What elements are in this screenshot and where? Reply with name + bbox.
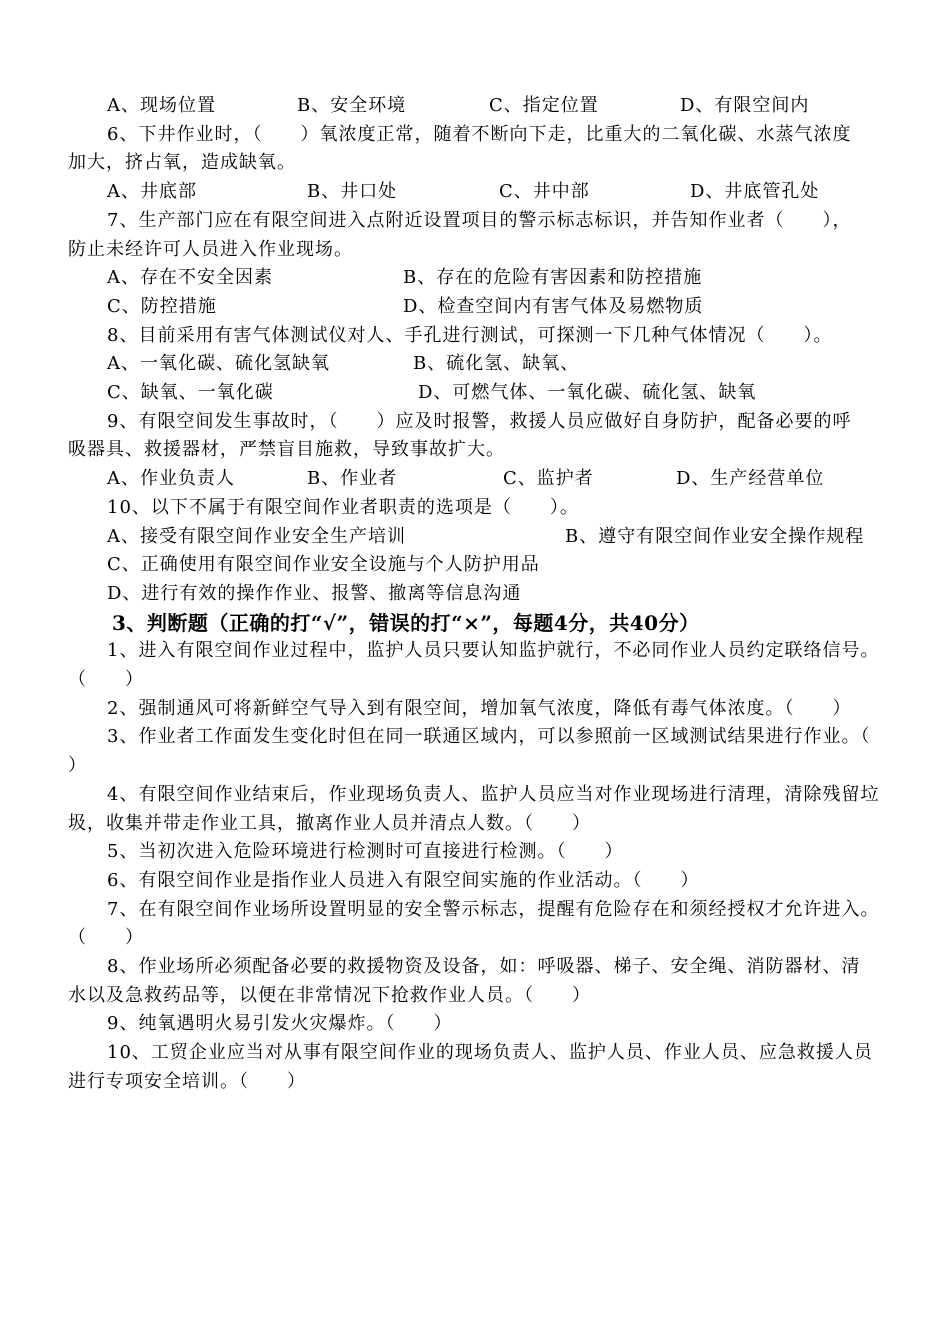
- question-text: 4、有限空间作业结束后，作业现场负责人、监护人员应当对作业现场进行清理，清除残留垃: [107, 783, 880, 805]
- answer-option: D、检查空间内有害气体及易燃物质: [403, 295, 704, 317]
- answer-option: C、正确使用有限空间作业安全设施与个人防护用品: [107, 554, 540, 576]
- answer-option: D、井底管孔处: [690, 181, 820, 203]
- question-text-continued: 进行专项安全培训。（ ）: [68, 1070, 306, 1092]
- answer-option: C、缺氧、一氧化碳: [107, 382, 274, 403]
- answer-option: B、井口处: [307, 181, 398, 203]
- answer-option: A、一氧化碳、硫化氢缺氧: [107, 353, 330, 375]
- question-text: 6、有限空间作业是指作业人员进入有限空间实施的作业活动。（ ）: [107, 869, 700, 891]
- answer-option: B、作业者: [307, 468, 398, 490]
- answer-option: D、有限空间内: [680, 95, 810, 116]
- answer-option: C、监护者: [503, 468, 594, 490]
- question-text-continued: ）: [68, 755, 87, 777]
- answer-option: C、防控措施: [107, 295, 217, 317]
- question-text-continued: 加大，挤占氧，造成缺氧。: [68, 152, 296, 174]
- answer-option: D、进行有效的操作作业、报警、撤离等信息沟通: [107, 582, 522, 604]
- question-text: 2、强制通风可将新鲜空气导入到有限空间，增加氧气浓度，降低有毒气体浓度。（ ）: [107, 697, 852, 719]
- answer-option: B、存在的危险有害因素和防控措施: [403, 267, 703, 289]
- question-text: 6、下井作业时，（ ）氧浓度正常，随着不断向下走，比重大的二氧化碳、水蒸气浓度: [107, 123, 852, 145]
- question-text: 7、在有限空间作业场所设置明显的安全警示标志，提醒有危险存在和须经授权才允许进入。: [107, 898, 880, 920]
- answer-option: B、安全环境: [297, 95, 407, 116]
- question-text: 10、工贸企业应当对从事有限空间作业的现场负责人、监护人员、作业人员、应急救援人员: [107, 1042, 873, 1064]
- section-heading: 3、判断题（正确的打“√”，错误的打“×”，每题4分，共40分）: [112, 610, 700, 635]
- answer-option: D、生产经营单位: [676, 468, 825, 490]
- question-text-continued: 吸器具、救援器材，严禁盲目施救，导致事故扩大。: [68, 439, 505, 461]
- question-text: 3、作业者工作面发生变化时但在同一联通区域内，可以参照前一区域测试结果进行作业。（: [107, 726, 871, 748]
- question-text: 8、目前采用有害气体测试仪对人、手孔进行测试，可探测一下几种气体情况（ ）。: [107, 324, 833, 346]
- question-text: 9、纯氧遇明火易引发火灾爆炸。（ ）: [107, 1013, 453, 1035]
- question-text: 1、进入有限空间作业过程中，监护人员只要认知监护就行，不必同作业人员约定联络信号。: [107, 640, 880, 662]
- answer-option: D、可燃气体、一氧化碳、硫化氢、缺氧: [418, 382, 757, 403]
- question-text: 9、有限空间发生事故时，（ ）应及时报警，救援人员应做好自身防护，配备必要的呼: [107, 410, 852, 432]
- answer-option: B、硫化氢、缺氧、: [413, 353, 580, 375]
- question-text-continued: （ ）: [68, 669, 144, 690]
- answer-option: C、指定位置: [489, 95, 599, 116]
- question-text-continued: 防止未经许可人员进入作业现场。: [68, 238, 353, 260]
- answer-option: C、井中部: [499, 181, 590, 203]
- question-text: 5、当初次进入危险环境进行检测时可直接进行检测。（ ）: [107, 841, 624, 863]
- answer-option: A、接受有限空间作业安全生产培训: [107, 525, 406, 547]
- answer-option: A、作业负责人: [107, 468, 235, 490]
- answer-option: A、井底部: [107, 181, 197, 203]
- question-text: 8、作业场所必须配备必要的救援物资及设备，如：呼吸器、梯子、安全绳、消防器材、清: [107, 956, 861, 977]
- question-text: 7、生产部门应在有限空间进入点附近设置项目的警示标志标识，并告知作业者（ ），: [107, 209, 852, 231]
- question-text-continued: （ ）: [68, 927, 144, 949]
- answer-option: B、遵守有限空间作业安全操作规程: [565, 525, 865, 547]
- question-text: 10、以下不属于有限空间作业者职责的选项是（ ）。: [107, 496, 579, 518]
- answer-option: A、现场位置: [107, 95, 216, 116]
- question-text-continued: 水以及急救药品等，以便在非常情况下抢救作业人员。（ ）: [68, 984, 591, 1006]
- question-text-continued: 圾，收集并带走作业工具，撤离作业人员并清点人数。（ ）: [68, 812, 591, 834]
- answer-option: A、存在不安全因素: [107, 267, 273, 289]
